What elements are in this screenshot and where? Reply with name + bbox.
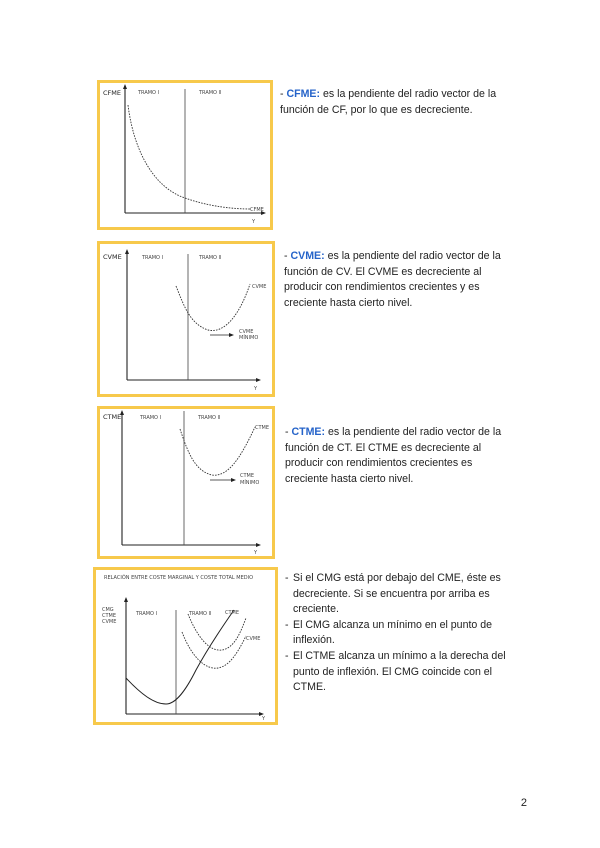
x-axis-label: Y (254, 550, 258, 556)
tramo-2-label: TRAMO II (199, 90, 222, 96)
cmg-ctme-bullets (285, 571, 510, 696)
y-axis-arrow (124, 597, 128, 602)
x-axis-label: Y (254, 386, 258, 392)
tramo-1-label: TRAMO I (138, 90, 160, 96)
tramo-1-label: TRAMO I (142, 255, 164, 261)
curve-label: CTME (255, 425, 270, 431)
cfme-key: CFME: (286, 88, 321, 100)
minimum-arrow-head (231, 478, 236, 482)
minimum-label-1: CTME (240, 473, 255, 479)
minimum-label-2: MÍNIMO (240, 480, 260, 486)
ctme-label: CTME (225, 610, 240, 616)
y-axis-arrow (125, 249, 129, 254)
ctme-key: CTME: (291, 426, 326, 438)
bullet-item: - Si el CMG está por debajo del CME, éste es decreciente. Si se encuentra por arriba es creciente. (285, 572, 501, 616)
y-axis-label: CVME (103, 253, 122, 261)
tramo-2-label: TRAMO II (189, 611, 212, 617)
tramo-1-label: TRAMO I (140, 415, 162, 421)
tramo-2-label: TRAMO II (198, 415, 221, 421)
page-number: 2 (520, 797, 527, 809)
ctme-description: - CTME: es la pendiente del radio vector de la función de CT. El CTME es decreciente al producir con rendimientos crecientes es creciente hasta cierto nivel. (285, 426, 502, 485)
x-axis-arrow (256, 543, 261, 547)
x-axis-arrow (256, 378, 261, 382)
tramo-1-label: TRAMO I (136, 611, 158, 617)
y-axis-label-cvme: CVME (102, 619, 117, 625)
cfme-curve (128, 105, 250, 209)
bullet-item: - El CTME alcanza un mínimo a la derecha del punto de inflexión. El CMG coincide con el CTME. (285, 649, 506, 694)
y-axis-label: CFME (103, 89, 121, 97)
cfme-figure (97, 80, 273, 230)
minimum-label-2: MÍNIMO (239, 335, 259, 341)
y-axis-arrow (123, 84, 127, 89)
cvme-label: CVME (246, 636, 261, 642)
minimum-label-1: CVME (239, 329, 254, 335)
y-axis-label: CTME (103, 413, 122, 421)
y-axis-label-ctme: CTME (102, 613, 117, 619)
minimum-arrow-head (229, 333, 234, 337)
bullet-item: - El CMG alcanza un mínimo en el punto de inflexión. (285, 618, 493, 647)
tramo-2-label: TRAMO II (199, 255, 222, 261)
y-axis-label-cmg: CMG (102, 607, 114, 613)
x-axis-label: Y (252, 219, 256, 225)
cvme-curve (182, 632, 246, 668)
figure-title: RELACIÓN ENTRE COSTE MARGINAL Y COSTE TOTAL MEDIO (104, 575, 254, 581)
x-axis-label: Y (262, 716, 266, 722)
curve-label: CFME (250, 207, 264, 213)
cvme-key: CVME: (290, 250, 325, 262)
cmg-curve (126, 610, 234, 704)
ctme-figure (97, 406, 275, 559)
cvme-figure (97, 241, 275, 397)
cvme-description: - CVME: es la pendiente del radio vector de la función de CV. El CVME es decreciente al producir con rendimientos crecientes y es creciente hasta cierto nivel. (284, 250, 501, 309)
cvme-curve (176, 284, 250, 331)
ctme-curve (188, 614, 246, 650)
cfme-description: - CFME: es la pendiente del radio vector de la función de CF, por lo que es decreciente. (280, 88, 497, 116)
curve-label: CVME (252, 284, 267, 290)
cmg-ctme-figure (93, 567, 278, 725)
ctme-curve (180, 427, 255, 475)
